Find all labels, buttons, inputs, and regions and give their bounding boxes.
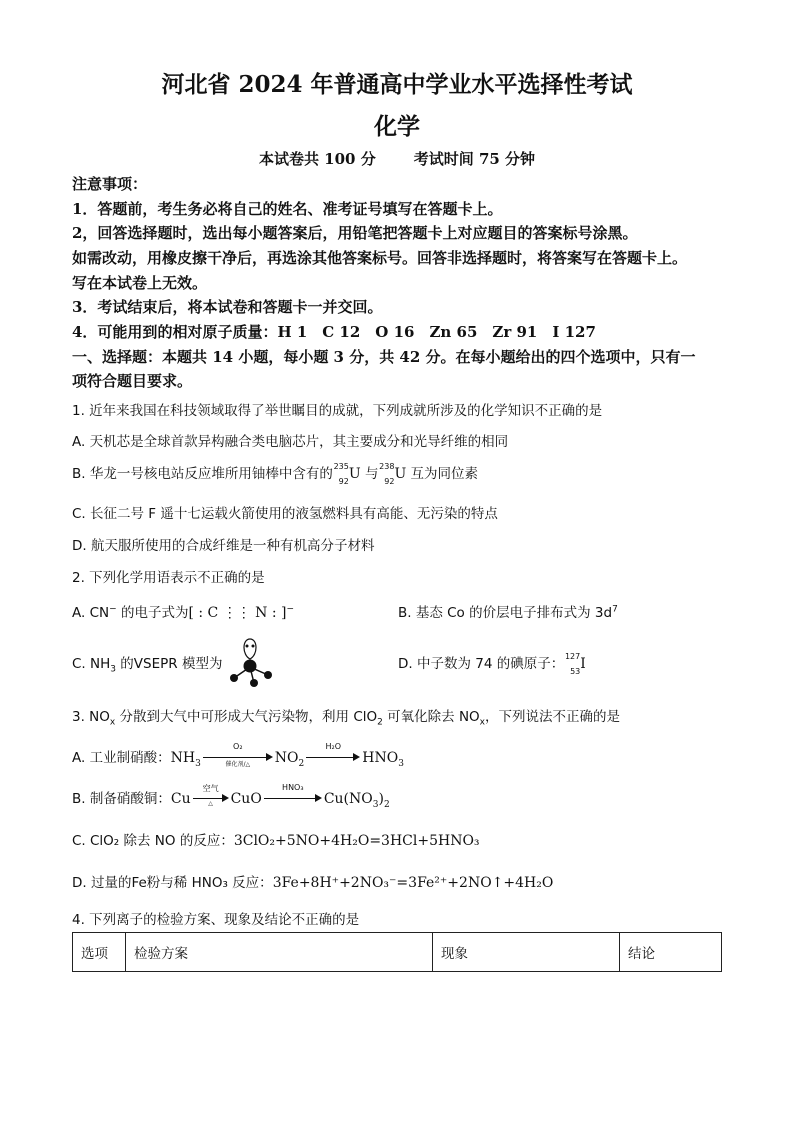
table-header-cell: 现象 [433, 933, 620, 972]
table-header-cell: 选项 [73, 933, 126, 972]
table-header-cell: 结论 [620, 933, 722, 972]
q2-option-c: C. $NH_3$ 的VSEPR 模型为 [72, 656, 223, 675]
table-header-cell: 检验方案 [126, 933, 433, 972]
q2-option-d: D. 中子数为 74 的碘原子： 127 53 I [398, 652, 586, 676]
q3-option-a: A. 工业制硝酸：$NH_3$ O₂ 催化剂/△ $NO_2$ H₂O $HNO_3$ [72, 742, 404, 769]
reaction-arrow: HNO₃ [264, 792, 322, 806]
q3-stem: 3. $NO_x$ 分散到大气中可形成大气污染物，利用 ClO$_2$ 可氧化除去 $NO_x$，下列说法不正确的是 [72, 709, 620, 728]
reaction-arrow: 空气 △ [193, 792, 229, 806]
q3-option-d: D. 过量的Fe粉与稀 HNO₃ 反应：3Fe+8H⁺+2NO₃⁻=3Fe²⁺+2NO↑+4H₂O [72, 875, 554, 891]
exam-info [0, 148, 794, 169]
q1-option-c: C. 长征二号 F 遥十七运载火箭使用的液氢燃料具有高能、无污染的特点 [72, 506, 498, 522]
total-score: 本试卷共 100 分 [258, 150, 376, 168]
note-line: 3．考试结束后，将本试卷和答题卡一并交回。 [72, 298, 383, 316]
exam-time: 考试时间 75 分钟 [413, 150, 536, 168]
q2-option-a: A. CN− 的电子式为[ : C ⋮⋮ N : ]− [72, 604, 295, 621]
reaction-arrow: H₂O [306, 751, 360, 765]
note-line: 如需改动，用橡皮擦干净后，再选涂其他答案标号。回答非选择题时，将答案写在答题卡上。 [72, 249, 688, 267]
exam-title: 河北省 2024 年普通高中学业水平选择性考试 [161, 71, 633, 98]
section-heading-cont: 项符合题目要求。 [72, 372, 193, 390]
q1-option-a: A. 天机芯是全球首款异构融合类电脑芯片，其主要成分和光导纤维的相同 [72, 434, 509, 450]
note-line: 写在本试卷上无效。 [72, 274, 208, 292]
vsepr-model-illustration [224, 635, 276, 687]
q3-option-b: B. 制备硝酸铜：Cu 空气 △ CuO HNO₃ $Cu(NO_3)_2$ [72, 783, 390, 810]
q2-stem: 2. 下列化学用语表示不正确的是 [72, 570, 265, 586]
table-header-row [73, 933, 722, 972]
note-line: 1．答题前，考生务必将自己的姓名、准考证号填写在答题卡上。 [72, 200, 503, 218]
q1-option-b: B. 华龙一号核电站反应堆所用铀棒中含有的 235 92 U 与 238 92 U 互为同位素 [72, 462, 479, 486]
q2-option-b: B. 基态 Co 的价层电子排布式为 $3d^7$ [398, 604, 618, 621]
q4-table [72, 932, 722, 972]
subject-title: 化学 [374, 113, 420, 140]
q1-option-d: D. 航天服所使用的合成纤维是一种有机高分子材料 [72, 538, 375, 554]
section-heading: 一、选择题：本题共 14 小题，每小题 3 分，共 42 分。在每小题给出的四个选项中，只有一 [72, 348, 696, 366]
note-line: 2，回答选择题时，选出每小题答案后，用铅笔把答题卡上对应题目的答案标号涂黑。 [72, 224, 638, 242]
notes-title: 注意事项： [72, 175, 148, 193]
q1-stem: 1. 近年来我国在科技领域取得了举世瞩目的成就，下列成就所涉及的化学知识不正确的是 [72, 403, 603, 419]
q4-stem: 4. 下列离子的检验方案、现象及结论不正确的是 [72, 912, 360, 928]
reaction-arrow: O₂ 催化剂/△ [203, 751, 273, 765]
note-line: 4．可能用到的相对原子质量：H 1 C 12 O 16 Zn 65 Zr 91 I 127 [72, 323, 596, 341]
q3-option-c: C. ClO₂ 除去 NO 的反应：3ClO₂+5NO+4H₂O=3HCl+5HNO₃ [72, 833, 480, 849]
